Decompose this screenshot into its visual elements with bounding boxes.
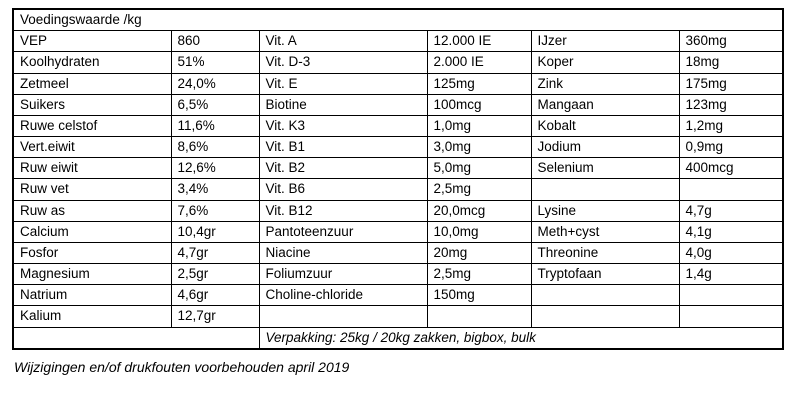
cell-nutrient-value: 10,4gr	[171, 221, 259, 242]
cell-empty	[679, 285, 783, 306]
cell-vitamin-name: Vit. B12	[259, 200, 427, 221]
cell-mineral-name: Selenium	[531, 158, 679, 179]
cell-nutrient-name: Fosfor	[13, 242, 171, 263]
cell-mineral-name: Koper	[531, 52, 679, 73]
cell-nutrient-name: Suikers	[13, 94, 171, 115]
cell-nutrient-value: 2,5gr	[171, 264, 259, 285]
cell-vitamin-name: Vit. D-3	[259, 52, 427, 73]
cell-empty	[531, 306, 679, 327]
cell-nutrient-name: Ruwe celstof	[13, 115, 171, 136]
table-row	[13, 73, 783, 94]
packaging-spacer	[13, 327, 259, 349]
table-row	[13, 158, 783, 179]
cell-nutrient-value: 51%	[171, 52, 259, 73]
cell-vitamin-name: Pantoteenzuur	[259, 221, 427, 242]
cell-nutrient-name: Kalium	[13, 306, 171, 327]
cell-nutrient-name: Vert.eiwit	[13, 137, 171, 158]
cell-vitamin-value: 1,0mg	[427, 115, 531, 136]
table-row	[13, 179, 783, 200]
table-row	[13, 52, 783, 73]
cell-nutrient-name: Calcium	[13, 221, 171, 242]
cell-mineral-value: 1,2mg	[679, 115, 783, 136]
table-row	[13, 221, 783, 242]
table-row	[13, 137, 783, 158]
cell-vitamin-name: Vit. A	[259, 31, 427, 52]
cell-vitamin-name: Vit. B6	[259, 179, 427, 200]
cell-vitamin-value: 5,0mg	[427, 158, 531, 179]
cell-mineral-value: 123mg	[679, 94, 783, 115]
cell-nutrient-value: 4,7gr	[171, 242, 259, 263]
cell-nutrient-name: Magnesium	[13, 264, 171, 285]
cell-aminoacid-value: 4,0g	[679, 242, 783, 263]
cell-vitamin-value: 150mg	[427, 285, 531, 306]
packaging-label: Verpakking: 25kg / 20kg zakken, bigbox, bulk	[259, 327, 783, 349]
cell-aminoacid-name: Tryptofaan	[531, 264, 679, 285]
cell-aminoacid-value: 4,7g	[679, 200, 783, 221]
cell-nutrient-name: Koolhydraten	[13, 52, 171, 73]
cell-mineral-name: Mangaan	[531, 94, 679, 115]
cell-nutrient-name: Zetmeel	[13, 73, 171, 94]
table-row	[13, 200, 783, 221]
cell-vitamin-value: 100mcg	[427, 94, 531, 115]
cell-nutrient-name: VEP	[13, 31, 171, 52]
cell-vitamin-value: 2,5mg	[427, 264, 531, 285]
cell-nutrient-value: 860	[171, 31, 259, 52]
cell-mineral-name: Zink	[531, 73, 679, 94]
table-row	[13, 242, 783, 263]
cell-mineral-name: Kobalt	[531, 115, 679, 136]
cell-empty	[427, 306, 531, 327]
cell-nutrient-value: 6,5%	[171, 94, 259, 115]
cell-nutrient-value: 12,7gr	[171, 306, 259, 327]
cell-vitamin-value: 3,0mg	[427, 137, 531, 158]
table-row	[13, 264, 783, 285]
cell-vitamin-value: 20mg	[427, 242, 531, 263]
cell-vitamin-value: 20,0mcg	[427, 200, 531, 221]
page-title: Voedingswaarde /kg	[13, 9, 783, 31]
cell-mineral-value: 360mg	[679, 31, 783, 52]
cell-mineral-value: 18mg	[679, 52, 783, 73]
cell-mineral-value	[679, 179, 783, 200]
nutrition-table	[12, 8, 784, 350]
packaging-row	[13, 327, 783, 349]
cell-mineral-value: 400mcg	[679, 158, 783, 179]
cell-mineral-value: 175mg	[679, 73, 783, 94]
cell-aminoacid-name: Threonine	[531, 242, 679, 263]
cell-vitamin-name: Vit. B2	[259, 158, 427, 179]
cell-nutrient-name: Ruw as	[13, 200, 171, 221]
footnote: Wijzigingen en/of drukfouten voorbehouden april 2019	[14, 358, 350, 375]
cell-vitamin-value: 2,5mg	[427, 179, 531, 200]
cell-vitamin-name: Choline-chloride	[259, 285, 427, 306]
cell-nutrient-value: 24,0%	[171, 73, 259, 94]
cell-vitamin-name: Vit. E	[259, 73, 427, 94]
cell-vitamin-value: 10,0mg	[427, 221, 531, 242]
table-row	[13, 115, 783, 136]
cell-aminoacid-value: 1,4g	[679, 264, 783, 285]
cell-nutrient-value: 7,6%	[171, 200, 259, 221]
cell-aminoacid-name: Meth+cyst	[531, 221, 679, 242]
cell-aminoacid-value: 4,1g	[679, 221, 783, 242]
cell-vitamin-value: 12.000 IE	[427, 31, 531, 52]
cell-vitamin-name: Vit. K3	[259, 115, 427, 136]
cell-nutrient-name: Natrium	[13, 285, 171, 306]
cell-nutrient-value: 8,6%	[171, 137, 259, 158]
cell-nutrient-value: 3,4%	[171, 179, 259, 200]
cell-vitamin-name: Vit. B1	[259, 137, 427, 158]
cell-empty	[679, 306, 783, 327]
cell-vitamin-name: Biotine	[259, 94, 427, 115]
table-row	[13, 31, 783, 52]
table-row	[13, 285, 783, 306]
cell-nutrient-name: Ruw eiwit	[13, 158, 171, 179]
cell-vitamin-value: 125mg	[427, 73, 531, 94]
cell-empty	[531, 285, 679, 306]
cell-nutrient-value: 11,6%	[171, 115, 259, 136]
cell-vitamin-value: 2.000 IE	[427, 52, 531, 73]
table-row	[13, 306, 783, 327]
cell-nutrient-value: 4,6gr	[171, 285, 259, 306]
table-title-row	[13, 9, 783, 31]
cell-nutrient-value: 12,6%	[171, 158, 259, 179]
cell-vitamin-name: Niacine	[259, 242, 427, 263]
cell-mineral-name: IJzer	[531, 31, 679, 52]
cell-mineral-name	[531, 179, 679, 200]
cell-empty	[259, 306, 427, 327]
cell-nutrient-name: Ruw vet	[13, 179, 171, 200]
cell-vitamin-name: Foliumzuur	[259, 264, 427, 285]
table-row	[13, 94, 783, 115]
cell-aminoacid-name: Lysine	[531, 200, 679, 221]
cell-mineral-value: 0,9mg	[679, 137, 783, 158]
cell-mineral-name: Jodium	[531, 137, 679, 158]
